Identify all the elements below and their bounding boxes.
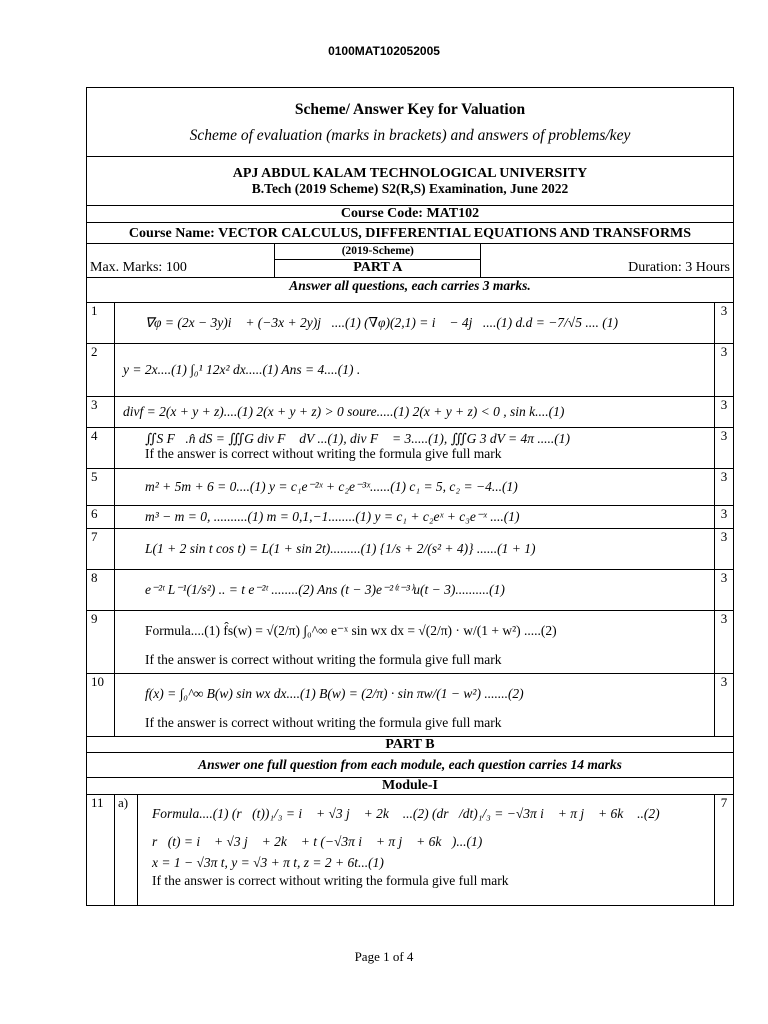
document-subtitle: Scheme of evaluation (marks in brackets) and answers of problems/key: [189, 126, 631, 144]
max-marks: Max. Marks: 100: [87, 260, 275, 278]
question-marks: 3: [715, 673, 734, 736]
scheme-row: [87, 244, 734, 260]
course-code: Course Code: MAT102: [87, 206, 734, 223]
answer-text: L(1 + 2 sin t cos t) = L(1 + sin 2t).........(1) {1/s + 2/(s² + 4)} ......(1 + 1): [145, 541, 536, 556]
question-number: 6: [87, 505, 115, 528]
question-row: [87, 343, 734, 396]
question-number: 5: [87, 468, 115, 505]
answer-line: Formula....(1) (r⃗(t))₁/₃ = i⃗ + √3 j⃗ + 2k⃗ ...(2) (dr⃗/dt)₁/₃ = −√3π i⃗ + π j⃗ + 6k⃗ ..(2): [152, 805, 660, 821]
scheme-label: (2019-Scheme): [275, 244, 481, 260]
course-code-row: [87, 206, 734, 223]
question-marks: 3: [715, 468, 734, 505]
answer-text: e⁻²ᵗ L⁻¹(1/s²) .. = t e⁻²ᵗ ........(2) Ans (t − 3)e⁻²⁽ᵗ⁻³⁾u(t − 3)..........(1): [145, 582, 505, 597]
marks-row: [87, 260, 734, 278]
part-b-label: PART B: [87, 736, 734, 752]
full-mark-note: If the answer is correct without writing the formula give full mark: [152, 872, 509, 888]
question-number: 10: [87, 673, 115, 736]
question-marks: 3: [715, 343, 734, 396]
question-row: [87, 302, 734, 343]
answer-text: ∇φ = (2x − 3y)i⃗ + (−3x + 2y)j⃗....(1) (∇φ)(2,1) = i⃗ − 4j⃗....(1) d.d = −7/√5 .... (1): [145, 315, 618, 330]
question-marks: 3: [715, 569, 734, 610]
answer-text: m² + 5m + 6 = 0....(1) y = c₁e⁻²ˣ + c₂e⁻³ˣ......(1) c₁ = 5, c₂ = −4...(1): [145, 479, 518, 494]
part-b-row: [87, 736, 734, 752]
question-number: 1: [87, 302, 115, 343]
question-number: 7: [87, 528, 115, 569]
answer-text: Formula....(1) f̂s(w) = √(2/π) ∫₀^∞ e⁻ˣ sin wx dx = √(2/π) · w/(1 + w²) .....(2): [145, 622, 557, 638]
part-a-instruction: Answer all questions, each carries 3 marks.: [87, 277, 734, 302]
question-marks: 3: [715, 396, 734, 427]
sub-question-label: a): [115, 794, 138, 905]
question-number: 2: [87, 343, 115, 396]
question-marks: 7: [715, 794, 734, 905]
full-mark-note: If the answer is correct without writing the formula give full mark: [145, 651, 502, 667]
question-marks: 3: [715, 302, 734, 343]
question-row: [87, 569, 734, 610]
answer-text: ∬S F⃗.n̂ dS = ∭G div F⃗ dV ...(1), div F⃗ = 3.....(1), ∭G 3 dV = 4π .....(1): [145, 430, 570, 446]
question-marks: 3: [715, 427, 734, 468]
answer-key-table: [86, 87, 734, 906]
question-marks: 3: [715, 528, 734, 569]
answer-line: r⃗(t) = i⃗ + √3 j⃗ + 2k⃗ + t (−√3π i⃗ + π j⃗ + 6k⃗)...(1): [152, 833, 483, 849]
question-row: [87, 468, 734, 505]
question-row: [87, 505, 734, 528]
question-number: 4: [87, 427, 115, 468]
exam-name: B.Tech (2019 Scheme) S2(R,S) Examination, June 2022: [251, 181, 569, 196]
question-row: [87, 528, 734, 569]
part-a-label: PART A: [275, 260, 481, 278]
course-name-row: [87, 223, 734, 244]
university-name: APJ ABDUL KALAM TECHNOLOGICAL UNIVERSITY: [232, 166, 588, 181]
question-marks: 3: [715, 610, 734, 673]
full-mark-note: If the answer is correct without writing the formula give full mark: [145, 445, 502, 461]
question-number: 3: [87, 396, 115, 427]
part-b-instruction: Answer one full question from each module, each question carries 14 marks: [87, 752, 734, 777]
question-row: [87, 610, 734, 673]
question-number: 11: [87, 794, 115, 905]
answer-line: x = 1 − √3π t, y = √3 + π t, z = 2 + 6t...(1): [152, 854, 384, 870]
answer-text: y = 2x....(1) ∫₀¹ 12x² dx.....(1) Ans = 4....(1) .: [123, 362, 361, 377]
question-number: 9: [87, 610, 115, 673]
answer-text: f(x) = ∫₀^∞ B(w) sin wx dx....(1) B(w) = (2/π) · sin πw/(1 − w²) .......(2): [145, 685, 524, 701]
title-row: [87, 88, 734, 157]
question-row: [87, 427, 734, 468]
duration: Duration: 3 Hours: [481, 260, 734, 278]
module-label: Module-I: [87, 777, 734, 794]
question-row: [87, 794, 734, 905]
part-b-instruction-row: [87, 752, 734, 777]
full-mark-note: If the answer is correct without writing the formula give full mark: [145, 714, 502, 730]
answer-text: divf = 2(x + y + z)....(1) 2(x + y + z) > 0 soure.....(1) 2(x + y + z) < 0 , sin k....(1): [123, 404, 565, 419]
question-row: [87, 396, 734, 427]
question-marks: 3: [715, 505, 734, 528]
page-footer: Page 1 of 4: [354, 949, 414, 964]
document-code: 0100MAT102052005: [328, 44, 440, 58]
course-name: Course Name: VECTOR CALCULUS, DIFFERENTIAL EQUATIONS AND TRANSFORMS: [87, 223, 734, 244]
university-row: [87, 157, 734, 206]
question-number: 8: [87, 569, 115, 610]
document-title: Scheme/ Answer Key for Valuation: [294, 100, 526, 118]
part-a-instruction-row: [87, 277, 734, 302]
module-row: [87, 777, 734, 794]
answer-text: m³ − m = 0, ..........(1) m = 0,1,−1........(1) y = c₁ + c₂eˣ + c₃e⁻ˣ ....(1): [145, 509, 520, 524]
question-row: [87, 673, 734, 736]
